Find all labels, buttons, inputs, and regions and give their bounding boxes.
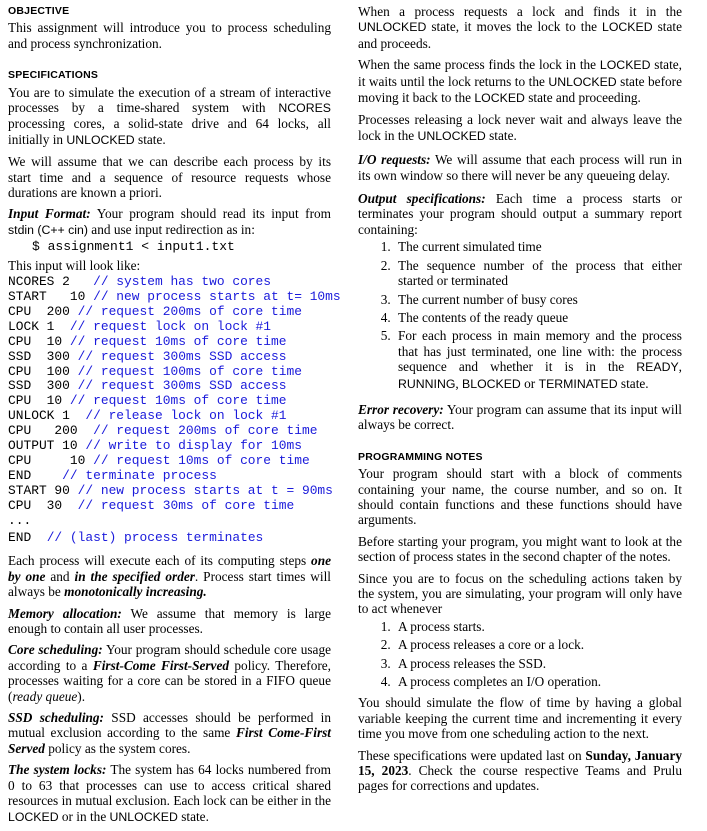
ssd-scheduling-paragraph: SSD scheduling: SSD accesses should be performed in mutual exclusion according to the same First Come-First Served policy as the system cores.	[8, 710, 331, 756]
code-command: LOCK 1	[8, 318, 70, 334]
code-command: END	[8, 467, 63, 483]
code-command: SSD 300	[8, 348, 78, 364]
code-command: CPU 30	[8, 497, 78, 513]
locks-paragraph: The system locks: The system has 64 locks numbered from 0 to 63 that processes can use to access critical shared resources in mutual exclusion. Each lock can be either in the LOCKED or in the UNLOCKED state.	[8, 762, 331, 824]
code-comment: // write to display for 10ms	[85, 438, 302, 454]
code-line	[8, 409, 331, 424]
code-comment: // request 300ms SSD access	[77, 378, 287, 394]
code-comment: // request 10ms of core time	[69, 393, 287, 409]
notes-paragraph-3: Since you are to focus on the scheduling actions taken by the system, you are simulating, your program will only have to act whenever	[358, 570, 682, 617]
core-scheduling-paragraph: Core scheduling: Your program should schedule core usage according to a First-Come First-Served policy. Therefore, processes waiting for a core can be stored in a FIFO queue (ready queue).	[8, 642, 331, 704]
list-item: 5. For each process in main memory and the process that has just terminated, one line with: the process sequence and whether it is in the READY, RUNNING, BLOCKED or TERMINATED state.	[394, 328, 682, 392]
objective-text: This assignment will introduce you to process scheduling and process synchronization.	[8, 20, 331, 51]
command-example: $ assignment1 < input1.txt	[32, 239, 235, 255]
code-line	[8, 365, 331, 380]
code-comment: // request 10ms of core time	[93, 452, 310, 468]
code-line	[8, 469, 331, 484]
notes-paragraph-4: You should simulate the flow of time by having a global variable keeping the current time and incrementing it every time you move from one scheduling action to the next.	[358, 695, 682, 742]
code-comment: // system has two cores	[93, 274, 272, 290]
code-comment: // (last) process terminates	[46, 529, 264, 545]
lock-rule-2: When the same process finds the lock in the LOCKED state, it waits until the lock returns to the UNLOCKED state before moving it back to the LOCKED state and proceeding.	[358, 57, 682, 106]
specifications-heading: SPECIFICATIONS	[8, 69, 99, 82]
right-column	[358, 4, 682, 800]
list-item: 2. A process releases a core or a lock.	[394, 637, 682, 652]
specifications-paragraph-2: We will assume that we can describe each process by its start time and a sequence of resource requests whose durations are known a priori.	[8, 154, 331, 201]
code-comment: // request 200ms of core time	[93, 423, 318, 439]
list-item: 4. A process completes an I/O operation.	[394, 674, 682, 689]
code-line	[8, 394, 331, 409]
code-command: CPU 10	[8, 393, 70, 409]
code-comment: // request 30ms of core time	[77, 497, 295, 513]
code-command: CPU 200	[8, 423, 94, 439]
code-command: OUTPUT 10	[8, 438, 86, 454]
lock-rule-1: When a process requests a lock and finds it in the UNLOCKED state, it moves the lock to the LOCKED state and proceeds.	[358, 4, 682, 51]
code-comment: // request 10ms of core time	[69, 333, 287, 349]
code-line	[8, 320, 331, 335]
code-command: START 10	[8, 289, 94, 304]
notes-list	[358, 619, 682, 690]
code-command: START 90	[8, 482, 78, 498]
code-command: UNLOCK 1	[8, 408, 86, 424]
notes-paragraph-5: These specifications were updated last on Sunday, January 15, 2023. Check the course respective Teams and Prulu pages for corrections and updates.	[358, 747, 682, 794]
code-command: CPU 10	[8, 333, 70, 349]
output-spec-list	[358, 239, 682, 392]
code-command: NCORES 2	[8, 274, 94, 290]
code-comment: // request lock on lock #1	[69, 318, 272, 334]
code-line	[8, 350, 331, 365]
code-line	[8, 275, 331, 290]
io-requests-paragraph: I/O requests: We will assume that each process will run in its own window so there will never be any queueing delay.	[358, 152, 682, 183]
error-recovery-paragraph: Error recovery: Your program can assume that its input will always be correct.	[358, 401, 682, 433]
code-comment: // new process starts at t = 90ms	[77, 482, 333, 498]
lock-rule-3: Processes releasing a lock never wait and always leave the lock in the UNLOCKED state.	[358, 112, 682, 143]
notes-paragraph-2: Before starting your program, you might want to look at the section of process states in the second chapter of the notes.	[358, 533, 682, 565]
code-command: ...	[8, 512, 32, 528]
specifications-paragraph-1: You are to simulate the execution of a stream of interactive processes by a time-shared system with NCORES processing cores, a solid-state drive and 64 locks, all initially in UNLOCKED state.	[8, 84, 331, 147]
code-command: SSD 300	[8, 378, 78, 394]
code-line	[8, 484, 331, 499]
input-look-like: This input will look like:	[8, 257, 141, 273]
list-item: 1. The current simulated time	[394, 239, 682, 254]
code-command: CPU 200	[8, 303, 78, 319]
code-command: CPU 10	[8, 452, 94, 468]
input-code-block	[8, 274, 341, 545]
code-comment: // request 100ms of core time	[77, 363, 302, 379]
list-item: 1. A process starts.	[394, 619, 682, 634]
programming-notes-heading: PROGRAMMING NOTES	[358, 450, 483, 463]
left-column	[8, 4, 341, 831]
code-line	[8, 454, 331, 469]
objective-heading: OBJECTIVE	[8, 5, 70, 17]
memory-paragraph: Memory allocation: We assume that memory is large enough to contain all user processes.	[8, 605, 331, 637]
code-comment: // request 300ms SSD access	[77, 348, 287, 364]
input-format-paragraph: Input Format: Your program should read its input from stdin (C++ cin) and use input redirection as in:	[8, 206, 332, 237]
code-command: CPU 100	[8, 363, 78, 379]
code-command: END	[8, 529, 47, 545]
list-item: 4. The contents of the ready queue	[394, 310, 682, 325]
list-item: 3. A process releases the SSD.	[394, 656, 682, 671]
code-line	[8, 305, 331, 320]
code-line	[8, 335, 331, 350]
code-line	[8, 499, 331, 514]
code-comment: // request 200ms of core time	[77, 303, 302, 319]
code-line	[8, 289, 341, 305]
notes-paragraph-1: Your program should start with a block of comments containing your name, the course number, and so on. It should contain functions and these functions should have arguments.	[358, 466, 682, 528]
list-item: 3. The current number of busy cores	[394, 292, 682, 307]
output-spec-paragraph: Output specifications: Each time a process starts or terminates your program should output a summary report containing:	[358, 191, 682, 237]
code-comment: // terminate process	[62, 467, 217, 483]
code-comment: // release lock on lock #1	[85, 408, 287, 424]
code-line	[8, 514, 331, 529]
code-line	[8, 531, 331, 546]
code-line	[8, 439, 331, 454]
code-line	[8, 379, 331, 394]
code-line	[8, 424, 331, 439]
list-item: 2. The sequence number of the process that either started or terminated	[394, 258, 682, 289]
execution-paragraph: Each process will execute each of its computing steps one by one and in the specified order. Process start times will always be monotonically increasing.	[8, 553, 331, 600]
code-comment: // new process starts at t= 10ms	[93, 289, 341, 304]
